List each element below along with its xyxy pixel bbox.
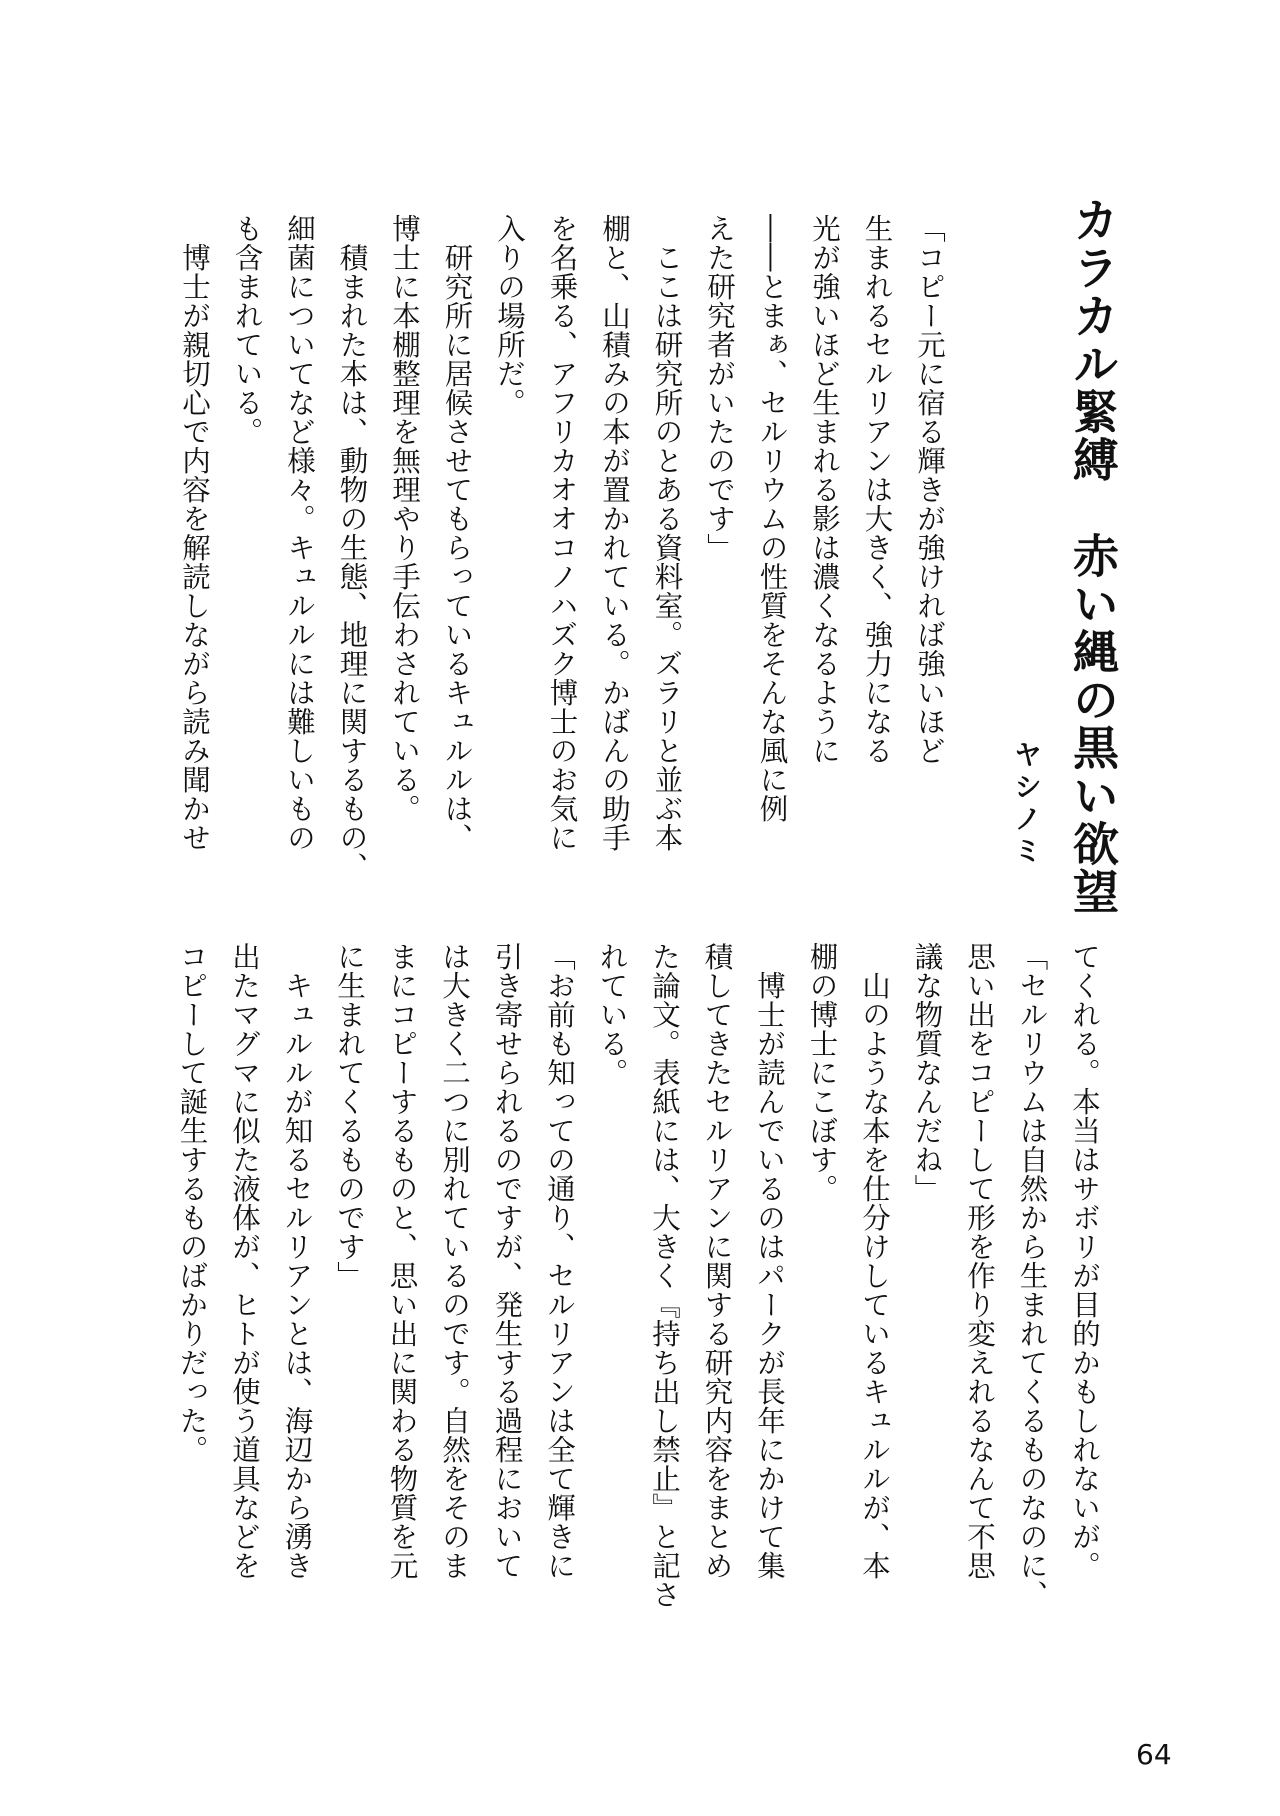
story-title: カラカル緊縛 赤い縄の黒い欲望 <box>1066 196 1120 916</box>
text-line: 細菌についてなど様々。キュルルには難しいもの <box>283 214 316 852</box>
text-line: 生まれるセルリアンは大きく、強力になる <box>860 214 894 765</box>
text-line: 「コピー元に宿る輝きが強ければ強いほど <box>913 214 946 765</box>
text-line: 棚と、山積みの本が置かれている。かばんの助手 <box>598 214 631 852</box>
text-line: 引き寄せられるのですが、発生する過程において <box>490 942 524 1580</box>
text-line: 山のような本を仕分けしているキュルルが、本 <box>858 942 891 1580</box>
text-line: 博士が親切心で内容を解読しながら読み聞かせ <box>178 214 211 852</box>
text-line: ここは研究所のとある資料室。ズラリと並ぶ本 <box>650 214 684 852</box>
text-line: れている。 <box>595 942 629 1087</box>
text-line: を名乗る、アフリカオオコノハズク博士のお気に <box>545 214 579 852</box>
text-line: 積してきたセルリアンに関する研究内容をまとめ <box>700 942 734 1580</box>
upper-text-block <box>165 214 955 894</box>
text-line: 議な物質なんだね」 <box>910 942 944 1203</box>
text-line: コピーして誕生するものばかりだった。 <box>175 942 209 1464</box>
text-line: た論文。表紙には、大きく『持ち出し禁止』と記さ <box>648 942 681 1609</box>
text-line: 光が強いほど生まれる影は濃くなるように <box>808 214 841 765</box>
text-line: てくれる。本当はサボリが目的かもしれないが。 <box>1068 942 1101 1580</box>
text-line: 研究所に居候させてもらっているキュルルは、 <box>440 214 474 852</box>
text-line: 「セルリウムは自然から生まれてくるものなのに、 <box>1015 942 1049 1609</box>
text-line: も含まれている。 <box>230 214 264 446</box>
text-line: 積まれた本は、動物の生態、地理に関するもの、 <box>335 214 369 881</box>
text-line: 「お前も知っての通り、セルリアンは全て輝きに <box>543 942 576 1580</box>
text-line: 入りの場所だ。 <box>493 214 526 417</box>
text-line: 出たマグマに似た液体が、ヒトが使う道具などを <box>228 942 261 1580</box>
text-line: キュルルが知るセルリアンとは、海辺から湧き <box>280 942 314 1580</box>
text-line: は大きく二つに別れているのです。自然をそのま <box>438 942 471 1580</box>
text-line: まにコピーするものと、思い出に関わる物質を元 <box>385 942 419 1580</box>
text-line: 思い出をコピーして形を作り変えれるなんて不思 <box>963 942 996 1580</box>
text-line: えた研究者がいたのです」 <box>703 214 736 562</box>
page-number: 64 <box>1136 1738 1172 1771</box>
lower-text-block <box>165 942 1110 1622</box>
text-line: ――とまぁ、セルリウムの性質をそんな風に例 <box>755 214 789 823</box>
text-line: 博士に本棚整理を無理やり手伝わされている。 <box>388 214 421 823</box>
author-name: ヤシノミ <box>1010 740 1043 868</box>
text-line: に生まれてくるものです」 <box>333 942 366 1290</box>
text-line: 棚の博士にこぼす。 <box>805 942 839 1203</box>
text-line: 博士が読んでいるのはパークが長年にかけて集 <box>753 942 786 1580</box>
